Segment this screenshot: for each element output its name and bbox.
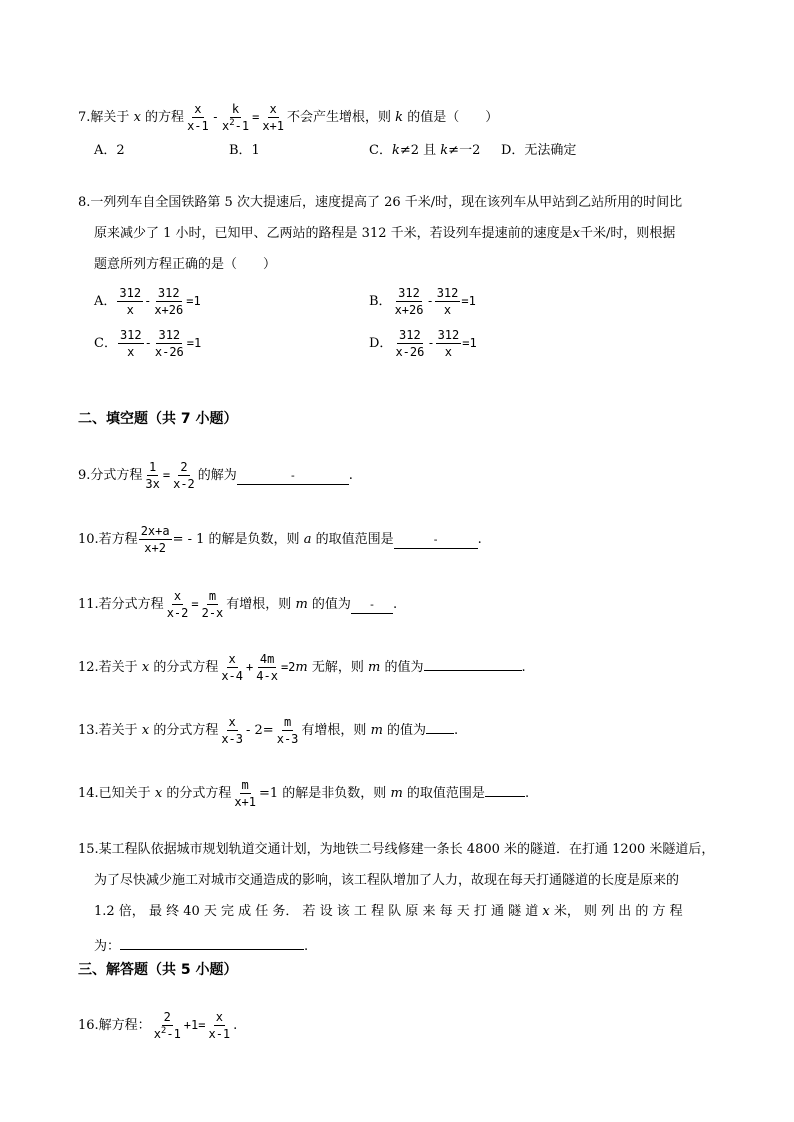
fraction: $\frac{m}{x-3}$ [276,715,299,746]
question-16: 16.解方程： $\frac{2}{x^2-1}$ +1= $\frac{x}{x-1}$ . [78,1010,238,1041]
fraction: $\frac{312}{x}$ [119,286,142,317]
fraction: $\frac{4m}{4-x}$ [256,652,278,683]
question-14: 14.已知关于 x 的分式方程 $\frac{m}{x+1}$ =1 的解是非负数，则 m 的取值范围是 . [78,778,530,809]
answer-blank[interactable] [426,719,454,734]
q8-line-2: 原来减少了 1 小时，已知甲、乙两站的路程是 312 千米，若设列车提速前的速度是x千米/时，则根据 [94,226,676,241]
question-12: 12.若关于 x 的分式方程 $\frac{x}{x-4}$ + $\frac{4m}{4-x}$ =2m 无解，则 m 的值为 . [78,652,526,683]
q7-option-d[interactable]: D．无法确定 [501,143,577,158]
fraction: $\frac{1}{3x}$ [145,460,160,491]
section-title-solve: 三、解答题（共 5 小题） [78,962,238,978]
question-7-stem: 7.解关于 x 的方程 $\frac{x}{x-1}$ - $\frac{k}{x^2-1}$ = $\frac{x}{x+1}$ 不会产生增根，则 k 的值是（ ） [78,102,499,133]
fraction: $\frac{m}{x+1}$ [234,778,257,809]
fraction: $\frac{x}{x-4}$ [221,652,244,683]
answer-blank[interactable]: - [394,534,478,549]
q8-option-b[interactable]: B． $\frac{312}{x+26}$ - $\frac{312}{x}$ =1 [369,286,476,317]
fraction: $\frac{312}{x}$ [437,328,460,359]
fraction: $\frac{k}{x^2-1}$ [221,102,250,133]
fraction: $\frac{2}{x-2}$ [173,460,195,491]
fraction: $\frac{312}{x+26}$ [394,286,424,317]
q7-number: 7. [78,110,91,125]
fraction: $\frac{312}{x}$ [119,328,142,359]
q7-option-c[interactable]: C．k≠2 且 k≠一2 [369,143,481,158]
q8-line-1: 8.一列列车自全国铁路第 5 次大提速后，速度提高了 26 千米/时，现在该列车从甲站到乙站所用的时间比 [78,195,683,210]
fraction: $\frac{x}{x-3}$ [221,715,244,746]
q8-option-d[interactable]: D． $\frac{312}{x-26}$ - $\frac{312}{x}$ =1 [369,328,477,359]
fraction: $\frac{x}{x-2}$ [166,589,189,620]
q15-line-2: 为了尽快减少施工对城市交通造成的影响，该工程队增加了人力，故现在每天打通隧道的长度是原来的 [94,873,680,888]
question-11: 11.若分式方程 $\frac{x}{x-2}$ = $\frac{m}{2-x}$ 有增根，则 m 的值为 - . [78,589,398,620]
section-title-fill-in: 二、填空题（共 7 小题） [78,411,238,427]
answer-blank[interactable] [485,782,525,797]
fraction: $\frac{2}{x^2-1}$ [153,1010,181,1041]
question-9: 9.分式方程 $\frac{1}{3x}$ = $\frac{2}{x-2}$ 的解为 - . [78,460,353,491]
answer-blank[interactable] [424,656,522,671]
fraction: $\frac{312}{x+26}$ [154,286,184,317]
q15-line-3: 1.2 倍， 最 终 40 天 完 成 任 务． 若 设 该 工 程 队 原 来 每 天 打 通 隧 道 x 米， 则 列 出 的 方 程 [94,904,683,919]
fraction: $\frac{x}{x-1}$ [208,1010,231,1041]
question-13: 13.若关于 x 的分式方程 $\frac{x}{x-3}$ - 2= $\frac{m}{x-3}$ 有增根，则 m 的值为 . [78,715,459,746]
q7-option-a[interactable]: A．2 [94,143,125,158]
fraction: $\frac{x}{x+1}$ [262,102,285,133]
fraction: $\frac{x}{x-1}$ [187,102,209,133]
q15-line-4: 为： . [94,935,308,955]
fraction: $\frac{312}{x-26}$ [154,328,184,359]
fraction: $\frac{312}{x-26}$ [395,328,425,359]
q7-option-b[interactable]: B．1 [229,143,260,158]
question-10: 10.若方程 $\frac{2x+a}{x+2}$ = - 1 的解是负数，则 a 的取值范围是 - . [78,524,482,555]
q15-line-1: 15.某工程队依据城市规划轨道交通计划，为地铁二号线修建一条长 4800 米的隧道．在打通 1200 米隧道后， [78,842,715,857]
fraction: $\frac{2x+a}{x+2}$ [140,524,170,555]
answer-blank[interactable]: - [351,599,393,614]
fraction: $\frac{312}{x}$ [436,286,459,317]
answer-blank[interactable]: - [237,470,349,485]
q8-option-a[interactable]: A． $\frac{312}{x}$ - $\frac{312}{x+26}$ =1 [94,286,201,317]
answer-blank[interactable] [120,935,304,950]
q8-line-3: 题意所列方程正确的是（ ） [94,257,277,272]
q8-option-c[interactable]: C． $\frac{312}{x}$ - $\frac{312}{x-26}$ =1 [94,328,202,359]
fraction: $\frac{m}{2-x}$ [201,589,224,620]
